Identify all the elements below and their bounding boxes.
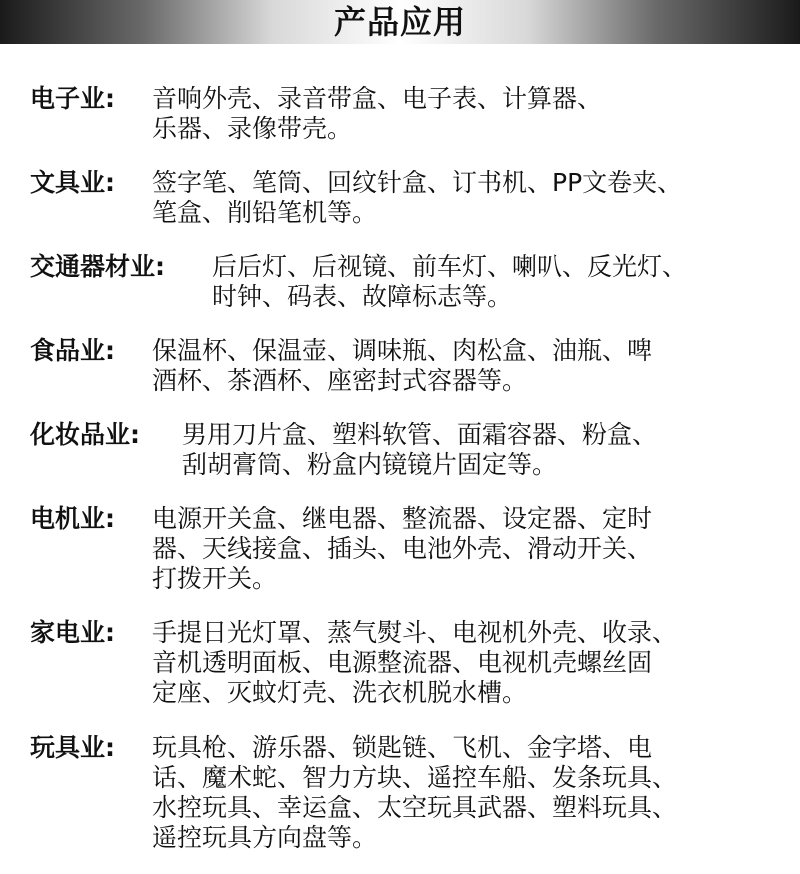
entry-label: 家电业:: [30, 618, 115, 647]
entry-description: 音响外壳、录音带盒、电子表、计算器、 乐器、录像带壳。: [152, 84, 603, 143]
entry-label: 电机业:: [30, 504, 115, 533]
entry-label: 食品业:: [30, 336, 115, 365]
entry-label: 玩具业:: [30, 733, 115, 762]
entry-description: 玩具枪、游乐器、锁匙链、飞机、金字塔、电 话、魔术蛇、智力方块、遥控车船、发条玩具、 水控玩具、幸运盒、太空玩具武器、塑料玩具、 遥控玩具方向盘等。: [152, 733, 678, 852]
entry-description: 男用刀片盒、塑料软管、面霜容器、粉盒、 刮胡膏筒、粉盒内镜镜片固定等。: [182, 420, 658, 479]
entry-description: 签字笔、笔筒、回纹针盒、订书机、PP文卷夹、 笔盒、削铅笔机等。: [152, 168, 683, 227]
entry-label: 文具业:: [30, 168, 115, 197]
entry-description: 电源开关盒、继电器、整流器、设定器、定时 器、天线接盒、插头、电池外壳、滑动开关、 打拨开关。: [152, 504, 653, 593]
entry-label: 交通器材业:: [30, 252, 165, 281]
entry-description: 保温杯、保温壶、调味瓶、肉松盒、油瓶、啤 酒杯、茶酒杯、座密封式容器等。: [152, 336, 653, 395]
entry-description: 后后灯、后视镜、前车灯、喇叭、反光灯、 时钟、码表、故障标志等。: [212, 252, 688, 311]
entry-label: 电子业:: [30, 84, 115, 113]
entry-description: 手提日光灯罩、蒸气熨斗、电视机外壳、收录、 音机透明面板、电源整流器、电视机壳螺丝固 定座、灭蚊灯壳、洗衣机脱水槽。: [152, 618, 678, 707]
page-title: 产品应用: [333, 3, 466, 41]
entry-label: 化妆品业:: [30, 420, 140, 449]
